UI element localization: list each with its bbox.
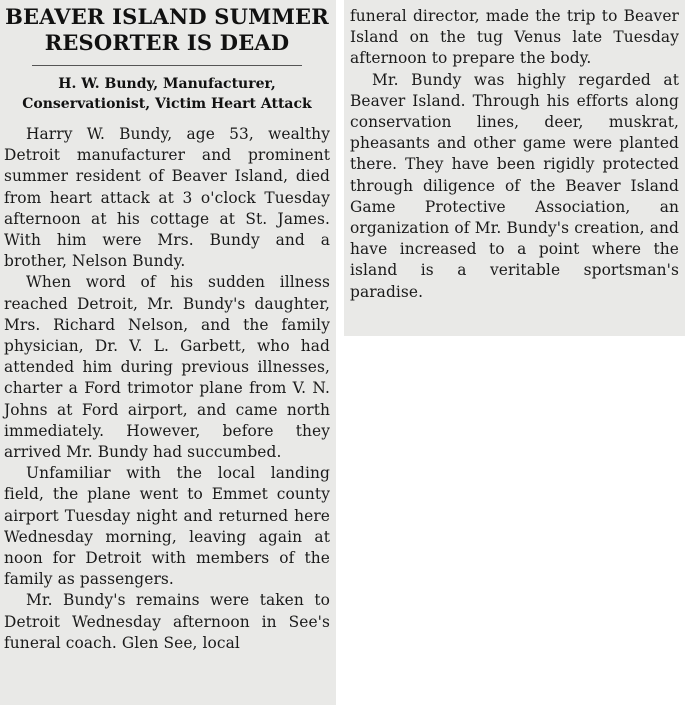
- paragraph-3: Unfamiliar with the local landing field, the plane went to Emmet county airport Tuesday night and returned here Wednesday morning, leaving again at noon for Detroit with members of the family as passengers.: [4, 464, 330, 589]
- paragraph-1: Harry W. Bundy, age 53, wealthy Detroit manufacturer and prominent summer resident of Beaver Island, died from heart attack at 3 o'clock Tuesday afternoon at his cottage at St. James. With him were Mrs. Bundy and a brother, Nelson Bundy.: [4, 125, 330, 271]
- paragraph-2: When word of his sudden illness reached Detroit, Mr. Bundy's daughter, Mrs. Richard Nelson, and the family physician, Dr. V. L. Garbett, who had attended him during previous illnesses, charter a Ford trimotor plane from V. N. Johns at Ford airport, and came north immediately. However, before they arrived Mr. Bundy had succumbed.: [4, 273, 330, 462]
- paragraph-4: Mr. Bundy's remains were taken to Detroit Wednesday afternoon in See's funeral coach. Glen See, local: [4, 591, 330, 652]
- subheadline: H. W. Bundy, Manufacturer, Conservationist, Victim Heart Attack: [22, 76, 312, 112]
- headline: BEAVER ISLAND SUMMER RESORTER IS DEAD: [5, 4, 329, 55]
- article-column-2: [344, 0, 685, 336]
- article-column-1: [0, 0, 336, 705]
- paragraph-5: Mr. Bundy was highly regarded at Beaver Island. Through his efforts along conservation lines, deer, muskrat, pheasants and other game were planted there. They have been rigidly protected through diligence of the Beaver Island Game Protective Association, an organization of Mr. Bundy's creation, and have increased to a point where the island is a veritable sportsman's paradise.: [350, 70, 679, 301]
- paragraph-4-continued: funeral director, made the trip to Beaver Island on the tug Venus late Tuesday afternoon to prepare the body.: [350, 7, 679, 68]
- headline-rule: [32, 65, 302, 66]
